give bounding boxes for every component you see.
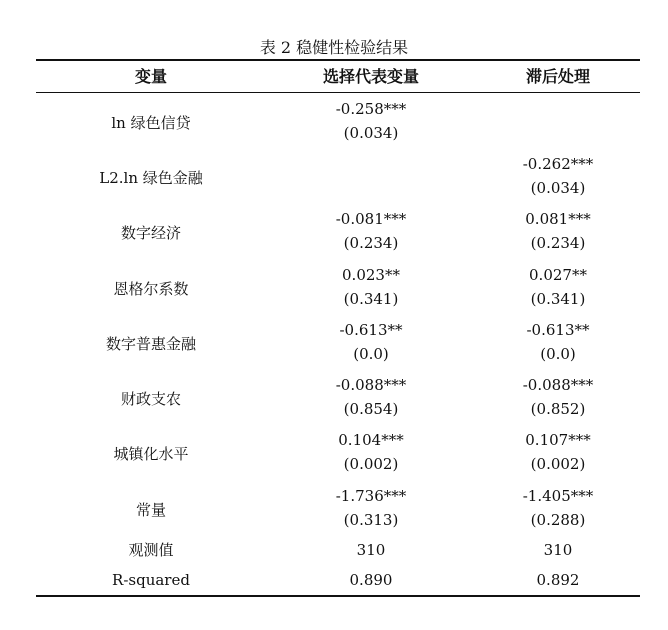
header-variable: 变量	[134, 67, 167, 86]
stat-name: R-squared	[112, 570, 190, 589]
variable-name: 城镇化水平	[113, 445, 189, 463]
standard-error: (0.034)	[530, 179, 586, 197]
coefficient: 0.107***	[525, 431, 591, 449]
standard-error: (0.288)	[530, 511, 586, 529]
header-representative-variable: 选择代表变量	[322, 67, 419, 86]
top-rule	[36, 59, 640, 61]
coefficient: -0.088***	[335, 376, 407, 394]
standard-error: (0.854)	[343, 400, 399, 418]
bottom-rule	[36, 595, 640, 597]
stat-value: 0.892	[536, 570, 580, 589]
variable-name: ln 绿色信贷	[111, 114, 191, 132]
table-row	[0, 316, 668, 371]
table-row	[0, 205, 668, 260]
standard-error: (0.002)	[530, 455, 586, 473]
coefficient: -1.405***	[522, 487, 594, 505]
stat-value: 310	[356, 540, 386, 559]
stat-name: 观测值	[128, 541, 174, 559]
variable-name: 常量	[135, 501, 166, 519]
model1-cell	[266, 316, 476, 371]
variable-name: 数字普惠金融	[105, 335, 196, 353]
standard-error: (0.0)	[353, 345, 389, 363]
model2-cell	[476, 426, 640, 481]
stat-value: 0.890	[349, 570, 393, 589]
coefficient: -0.613**	[526, 321, 590, 339]
coefficient: -0.262***	[522, 155, 594, 173]
coefficient: -0.613**	[339, 321, 403, 339]
coefficient: 0.104***	[338, 431, 404, 449]
standard-error: (0.234)	[343, 234, 399, 252]
standard-error: (0.313)	[343, 511, 399, 529]
table-caption: 表 2 稳健性检验结果	[259, 38, 409, 57]
coefficient: -0.088***	[522, 376, 594, 394]
model2-cell	[476, 205, 640, 260]
variable-name: L2.ln 绿色金融	[99, 169, 203, 187]
model2-cell	[476, 482, 640, 537]
model1-cell	[266, 95, 476, 150]
coefficient: 0.081***	[525, 210, 591, 228]
standard-error: (0.002)	[343, 455, 399, 473]
variable-name: 数字经济	[120, 224, 181, 242]
standard-error: (0.341)	[530, 290, 586, 308]
table-row	[0, 371, 668, 426]
model1-cell	[266, 482, 476, 537]
model1-cell	[266, 261, 476, 316]
table-row	[0, 150, 668, 205]
standard-error: (0.234)	[530, 234, 586, 252]
table-row	[0, 482, 668, 537]
coefficient: -0.258***	[335, 100, 407, 118]
coefficient: -0.081***	[335, 210, 407, 228]
standard-error: (0.0)	[540, 345, 576, 363]
stats-row-r-squared	[0, 564, 668, 595]
model1-cell	[266, 371, 476, 426]
model2-cell	[476, 95, 640, 150]
model1-cell	[266, 205, 476, 260]
model1-cell	[266, 150, 476, 205]
header-rule	[36, 92, 640, 93]
coefficient: 0.023**	[342, 266, 400, 284]
stat-value: 310	[543, 540, 573, 559]
table-row	[0, 95, 668, 150]
standard-error: (0.852)	[530, 400, 586, 418]
stats-row-observations	[0, 534, 668, 565]
table-row	[0, 261, 668, 316]
model1-cell	[266, 426, 476, 481]
header-lag-treatment: 滞后处理	[525, 67, 590, 86]
table-row	[0, 426, 668, 481]
standard-error: (0.034)	[343, 124, 399, 142]
model2-cell	[476, 371, 640, 426]
coefficient: 0.027**	[529, 266, 587, 284]
coefficient: -1.736***	[335, 487, 407, 505]
model2-cell	[476, 261, 640, 316]
variable-name: 恩格尔系数	[113, 280, 189, 298]
model2-cell	[476, 150, 640, 205]
variable-name: 财政支农	[120, 390, 181, 408]
standard-error: (0.341)	[343, 290, 399, 308]
model2-cell	[476, 316, 640, 371]
